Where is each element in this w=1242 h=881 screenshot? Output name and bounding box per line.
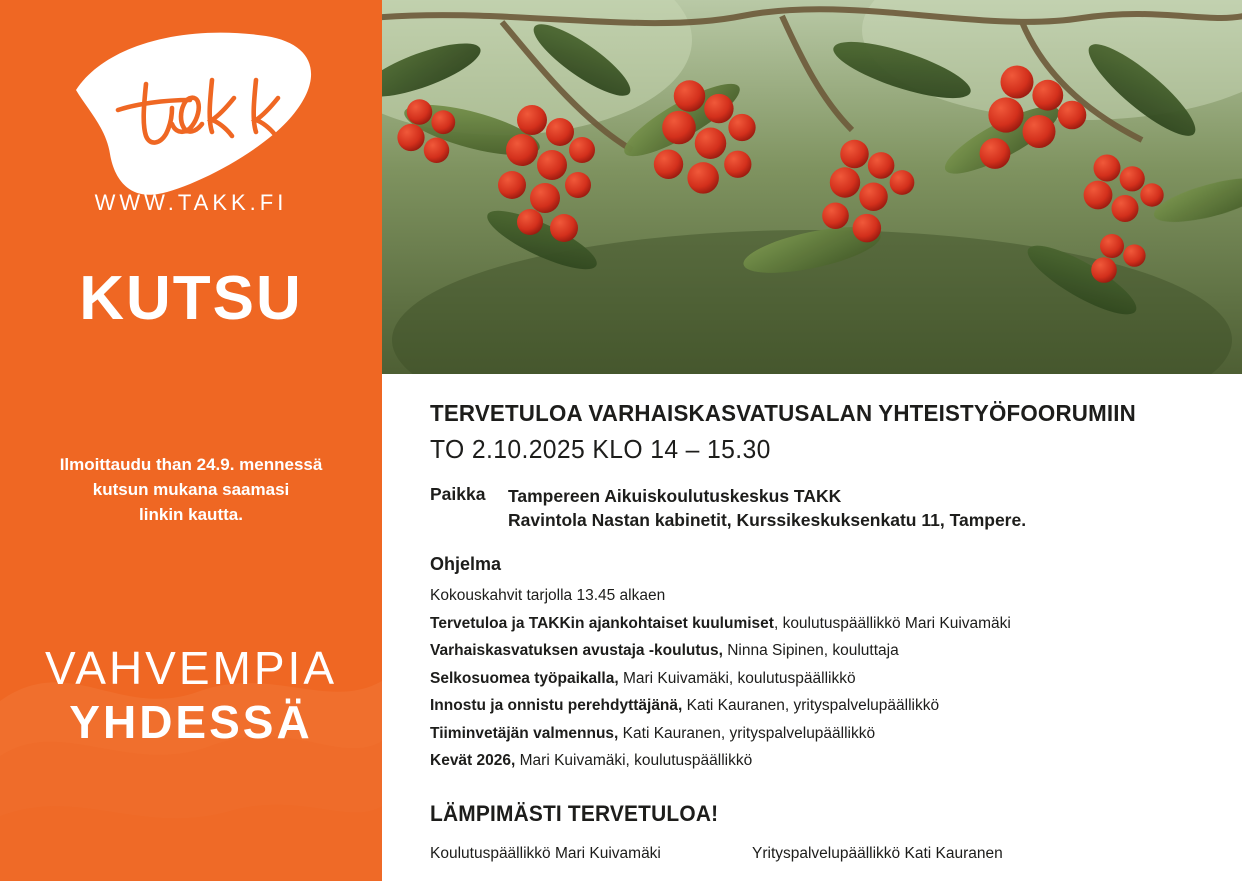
programme-item	[430, 582, 1242, 610]
takk-logo	[0, 28, 382, 198]
programme-item-detail: Kati Kauranen, yrityspalvelupäällikkö	[618, 724, 876, 742]
signup-note-line-1: Ilmoittaudu than 24.9. mennessä	[59, 455, 323, 474]
programme-item-detail: Mari Kuivamäki, koulutuspäällikkö	[618, 669, 856, 687]
slogan-line-1: VAHVEMPIA	[45, 642, 337, 694]
programme-item-detail: , koulutuspäällikkö Mari Kuivamäki	[773, 614, 1011, 632]
event-datetime: TO 2.10.2025 KLO 14 – 15.30	[430, 434, 771, 464]
page-title: KUTSU	[79, 264, 303, 333]
programme-item	[430, 637, 1242, 665]
programme-item	[430, 692, 1242, 720]
programme-item	[430, 665, 1242, 693]
hero-image	[382, 0, 1242, 374]
signature-2: Yrityspalvelupäällikkö Kati Kauranen	[752, 844, 1003, 862]
main-content	[382, 0, 1242, 881]
welcome-message: LÄMPIMÄSTI TERVETULOA!	[430, 800, 719, 826]
takk-logo-icon	[66, 28, 316, 198]
site-url: WWW.TAKK.FI	[94, 190, 288, 215]
slogan	[0, 640, 382, 748]
signup-note-line-3: linkin kautta.	[139, 505, 243, 524]
place-line-1: Tampereen Aikuiskoulutuskeskus TAKK	[508, 486, 842, 506]
programme-item-title: Kevät 2026,	[430, 752, 516, 769]
programme-item-title: Tiiminvetäjän valmennus,	[430, 724, 619, 742]
signup-note-line-2: kutsun mukana saamasi	[92, 480, 290, 499]
event-title: TERVETULOA VARHAISKASVATUSALAN YHTEISTYÖFOORUMIIN	[430, 400, 1136, 426]
signatures	[430, 845, 1242, 863]
programme-item	[430, 720, 1242, 748]
signup-note	[0, 452, 382, 527]
sidebar	[0, 0, 382, 881]
programme-list	[430, 582, 1242, 775]
place-label: Paikka	[430, 484, 486, 504]
place-line-2: Ravintola Nastan kabinetit, Kurssikeskuksenkatu 11, Tampere.	[508, 510, 1027, 530]
programme-item-title: Tervetuloa ja TAKKin ajankohtaiset kuulumiset	[430, 614, 774, 632]
programme-item-detail: Kati Kauranen, yrityspalvelupäällikkö	[682, 697, 940, 714]
programme-item-title: Innostu ja onnistu perehdyttäjänä,	[430, 697, 683, 714]
rowan-berries-illustration	[382, 0, 1242, 374]
programme-item-title: Varhaiskasvatuksen avustaja -koulutus,	[430, 642, 723, 659]
programme-item-title: Selkosuomea työpaikalla,	[430, 669, 619, 687]
programme-item-detail: Kokouskahvit tarjolla 13.45 alkaen	[430, 587, 666, 604]
programme-item	[430, 610, 1242, 638]
programme-item-detail: Mari Kuivamäki, koulutuspäällikkö	[515, 752, 753, 769]
programme-item-detail: Ninna Sipinen, kouluttaja	[722, 642, 899, 659]
slogan-line-2: YHDESSÄ	[69, 696, 313, 748]
programme-item	[430, 747, 1242, 775]
invitation-content	[382, 374, 1242, 863]
programme-heading: Ohjelma	[430, 554, 502, 574]
place-value	[508, 484, 1026, 532]
signature-1: Koulutuspäällikkö Mari Kuivamäki	[430, 844, 661, 862]
place-block	[430, 484, 1242, 532]
